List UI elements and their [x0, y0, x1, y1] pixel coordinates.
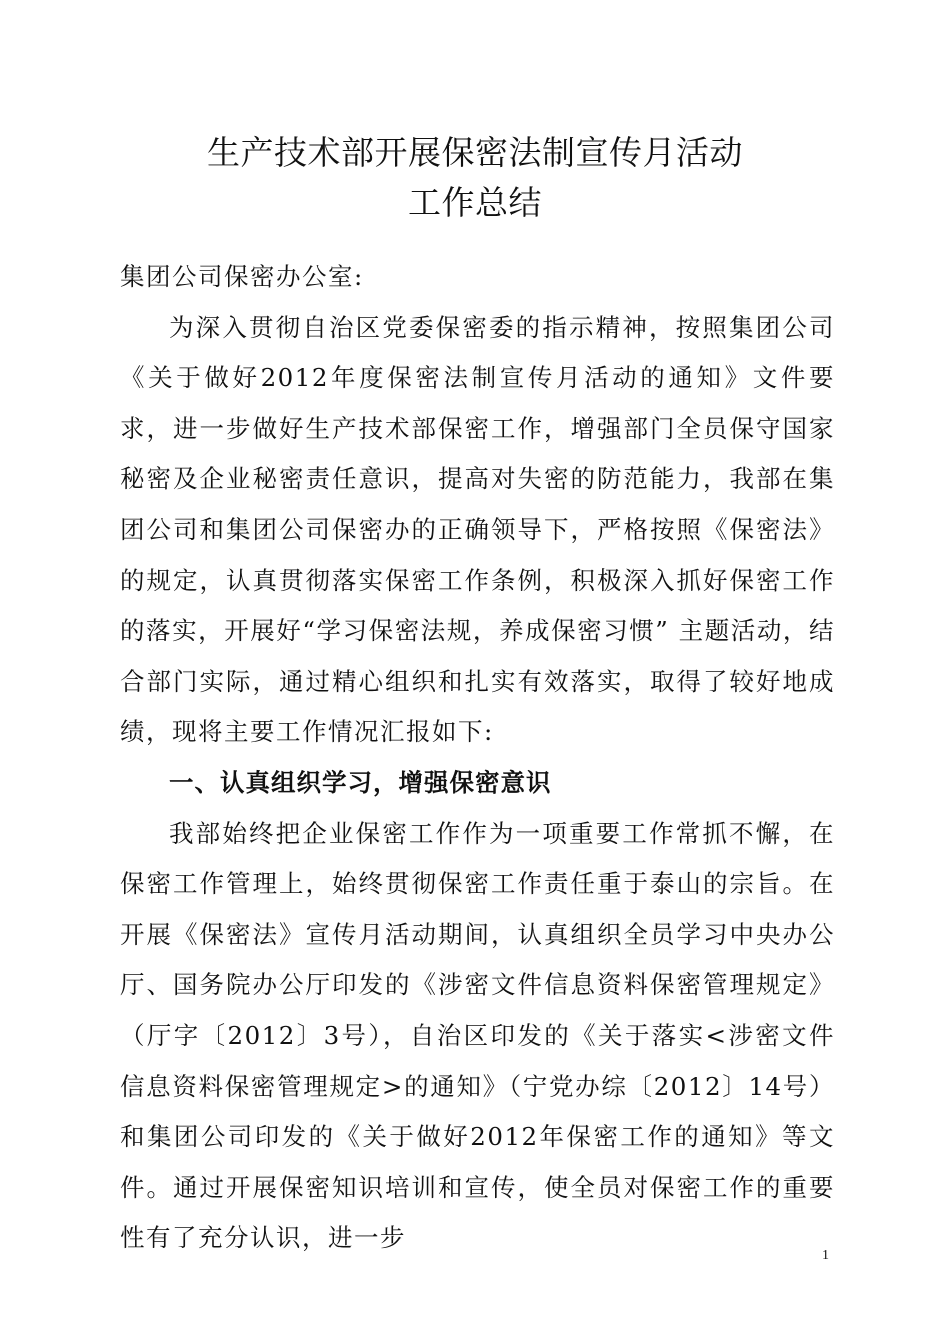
- title-line-2: 工作总结: [408, 183, 542, 222]
- page-number: 1: [822, 1248, 829, 1263]
- paragraph-section-1: 我部始终把企业保密工作作为一项重要工作常抓不懈，在保密工作管理上，始终贯彻保密工作责任重于泰山的宗旨。在开展《保密法》宣传月活动期间，认真组织全员学习中央办公厅、国务院办公厅印发的《涉密文件信息资料保密管理规定》（厅字〔2012〕3号），自治区印发的《关于落实<涉密文件信息资料保密管理规定>的通知》（宁党办综〔2012〕14号）和集团公司印发的《关于做好2012年保密工作的通知》等文件。通过开展保密知识培训和宣传，使全员对保密工作的重要性有了充分认识，进一步: [120, 818, 835, 1253]
- document-title: [0, 128, 950, 228]
- document-body: [120, 252, 835, 1264]
- salutation: 集团公司保密办公室:: [120, 262, 364, 291]
- paragraph-intro: 为深入贯彻自治区党委保密委的指示精神，按照集团公司《关于做好2012年度保密法制宣传月活动的通知》文件要求，进一步做好生产技术部保密工作，增强部门全员保守国家秘密及企业秘密责任意识，提高对失密的防范能力，我部在集团公司和集团公司保密办的正确领导下，严格按照《保密法》的规定，认真贯彻落实保密工作条例，积极深入抓好保密工作的落实，开展好“学习保密法规，养成保密习惯” 主题活动，结合部门实际，通过精心组织和扎实有效落实，取得了较好地成绩，现将主要工作情况汇报如下:: [120, 312, 835, 747]
- title-line-1: 生产技术部开展保密法制宣传月活动: [207, 133, 743, 172]
- section-heading-1: 一、认真组织学习，增强保密意识: [169, 767, 552, 797]
